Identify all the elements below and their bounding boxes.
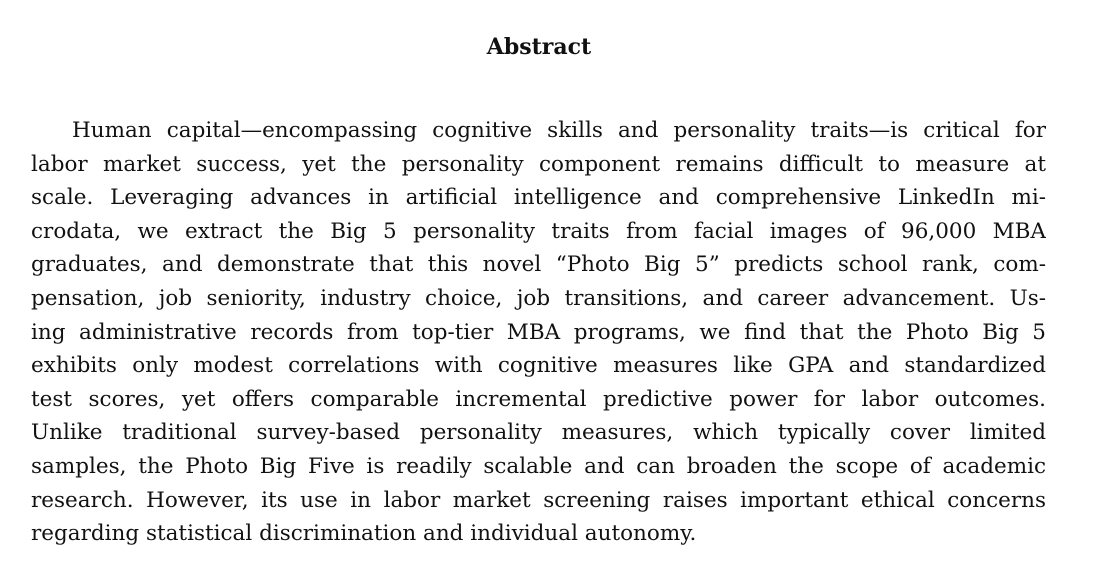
abstract-line: labor market success, yet the personality component remains difficult to measure at — [31, 151, 1046, 177]
abstract-line: graduates, and demonstrate that this novel “Photo Big 5” predicts school rank, com- — [31, 252, 1046, 278]
abstract-line: scale. Leveraging advances in artificial intelligence and comprehensive LinkedIn mi- — [31, 185, 1046, 211]
abstract-line: Unlike traditional survey-based personality measures, which typically cover limited — [31, 420, 1046, 446]
abstract-line: pensation, job seniority, industry choice, job transitions, and career advancement. Us- — [31, 285, 1046, 311]
abstract-line: test scores, yet offers comparable incremental predictive power for labor outcomes. — [31, 386, 1046, 412]
abstract-line: samples, the Photo Big Five is readily scalable and can broaden the scope of academic — [31, 453, 1046, 479]
abstract-line: ing administrative records from top-tier MBA programs, we find that the Photo Big 5 — [31, 319, 1046, 345]
abstract-heading: Abstract — [486, 34, 592, 60]
abstract-body — [31, 114, 1046, 551]
abstract-line: regarding statistical discrimination and individual autonomy. — [31, 521, 697, 547]
abstract-line: Human capital—encompassing cognitive skills and personality traits—is critical for — [72, 118, 1046, 143]
abstract-line: research. However, its use in labor market screening raises important ethical concerns — [31, 487, 1046, 513]
abstract-line: exhibits only modest correlations with cognitive measures like GPA and standardized — [31, 353, 1046, 379]
abstract-line: crodata, we extract the Big 5 personality traits from facial images of 96,000 MBA — [31, 218, 1046, 244]
